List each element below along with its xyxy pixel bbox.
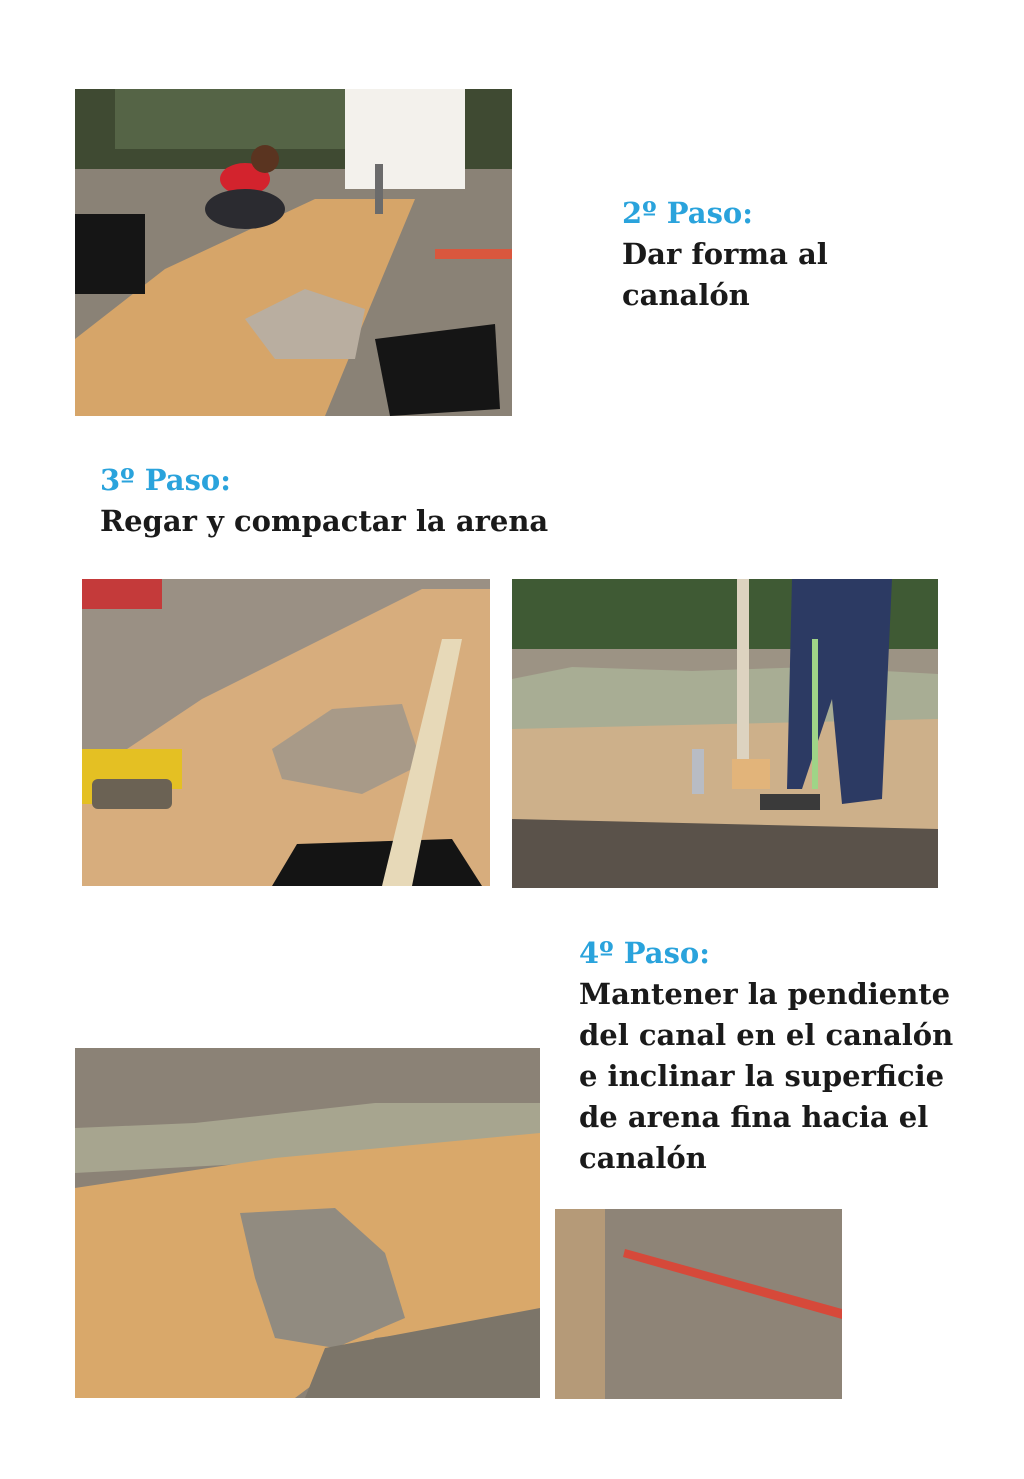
step-2-description-line-1: Dar forma al <box>622 237 828 271</box>
step-4-block <box>579 933 953 1179</box>
step-4-description-line-1: Mantener la pendiente <box>579 977 951 1011</box>
step-4-description-line-4: de arena fina hacia el <box>579 1100 929 1134</box>
step-4-title: 4º Paso: <box>579 936 710 970</box>
step-4-description-line-5: canalón <box>579 1141 707 1175</box>
photo-compacting-sand <box>512 579 938 888</box>
step-2-description-line-2: canalón <box>622 278 750 312</box>
photo-sand-slope <box>75 1048 540 1398</box>
step-3-title: 3º Paso: <box>100 463 231 497</box>
step-4-description-line-2: del canal en el canalón <box>579 1018 954 1052</box>
step-2-block <box>622 193 828 316</box>
step-3-block <box>100 460 548 542</box>
photo-watering-sand <box>82 579 490 886</box>
step-3-description-line-1: Regar y compactar la arena <box>100 504 549 538</box>
step-4-description-line-3: e inclinar la superficie <box>579 1059 945 1093</box>
photo-level-stick <box>555 1209 842 1399</box>
step-2-title: 2º Paso: <box>622 196 753 230</box>
photo-shaping-channel <box>75 89 512 416</box>
